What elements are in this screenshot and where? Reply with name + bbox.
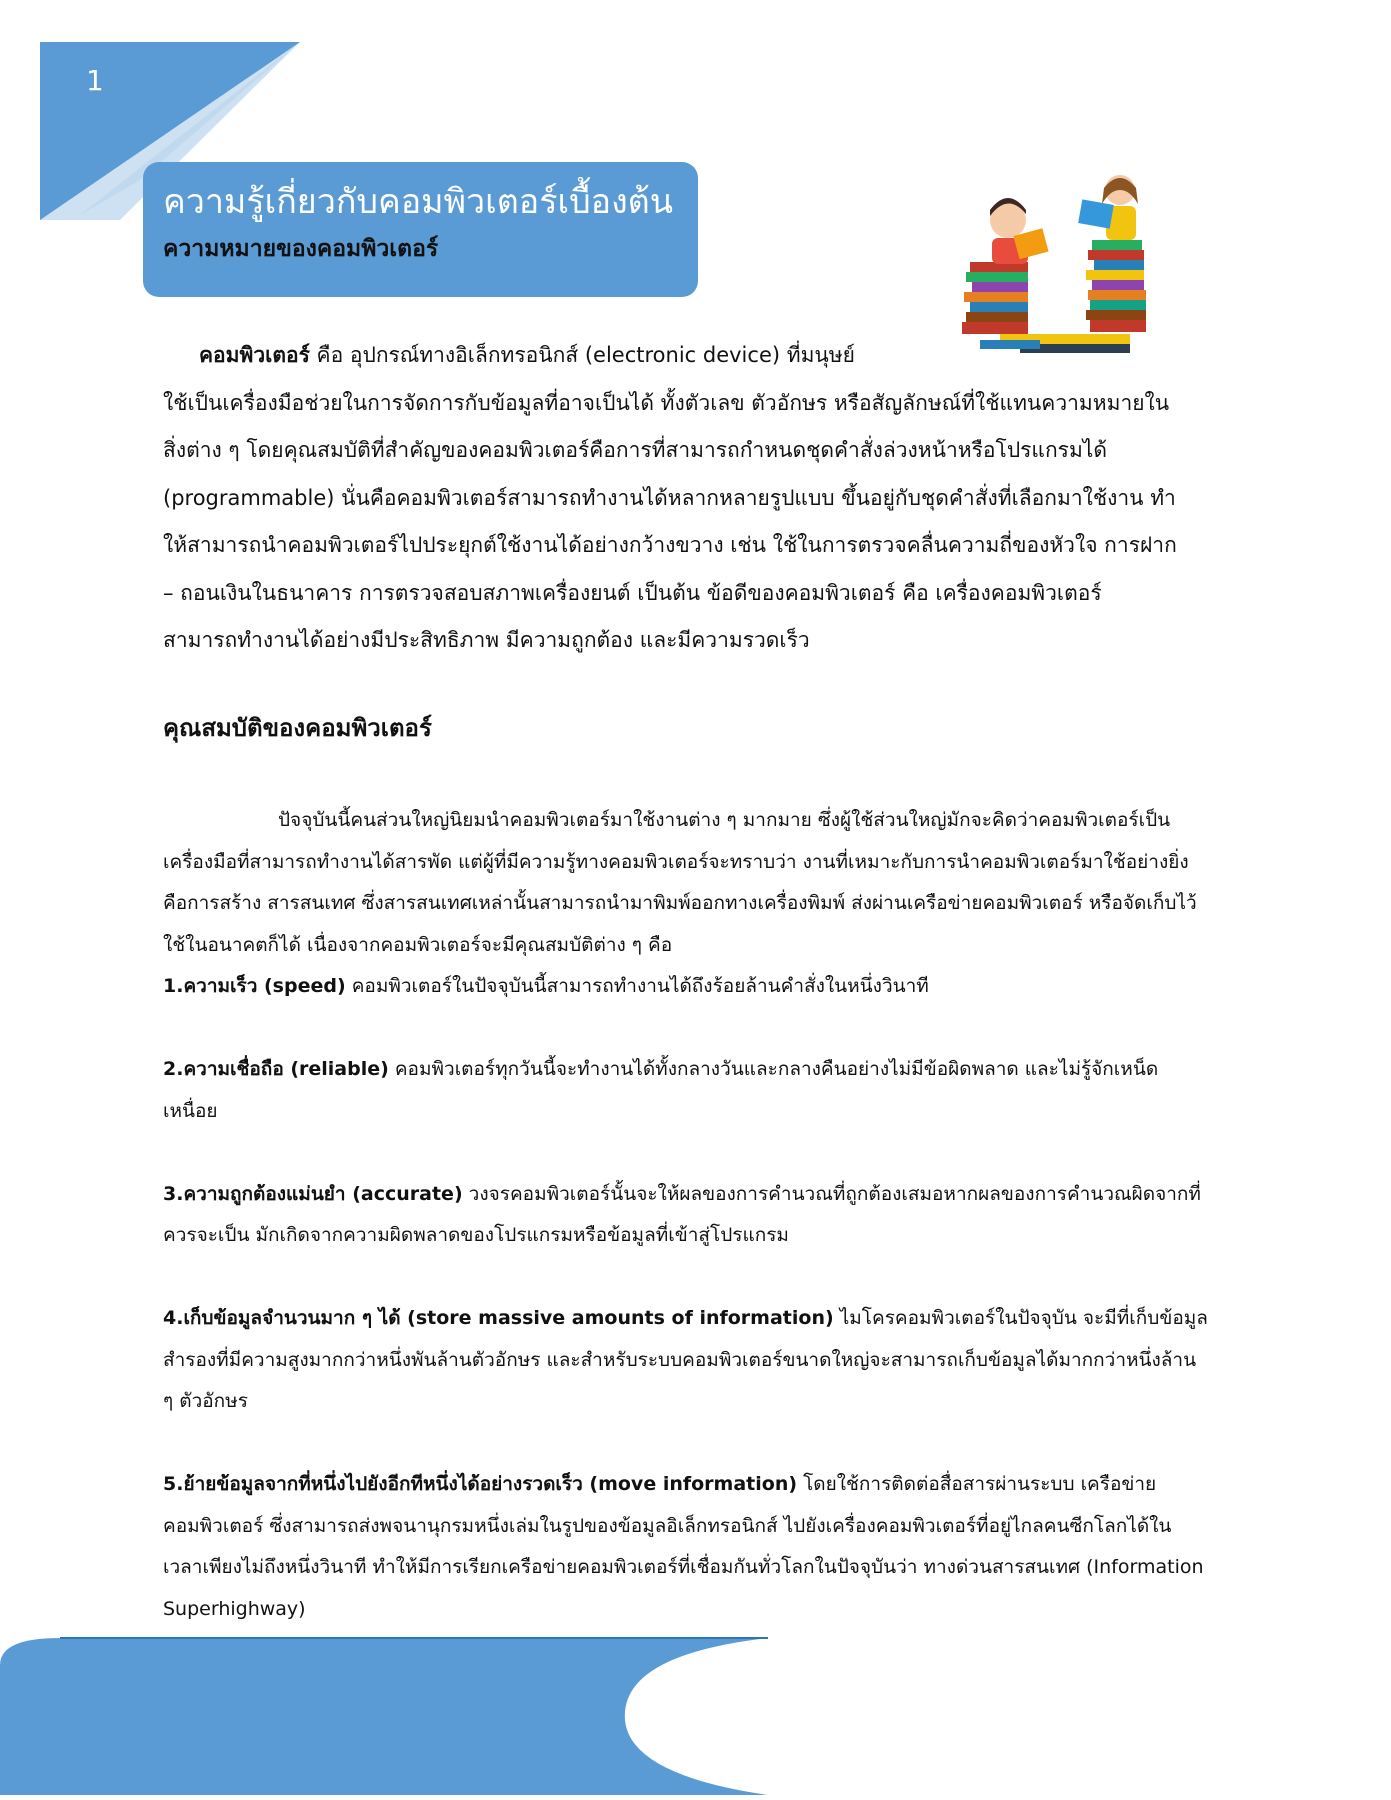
section-heading-properties: คุณสมบัติของคอมพิวเตอร์ [163,714,432,742]
property-item: 2.ความเชื่อถือ (reliable) คอมพิวเตอร์ทุกวันนี้จะทำงานได้ทั้งกลางวันและกลางคืนอย่างไม่มีข้อผิดพลาด และไม่รู้จักเหน็ด เหนื่อย [163,1058,1159,1122]
property-title: 3.ความถูกต้องแม่นยำ (accurate) [163,1182,463,1205]
children-reading-on-books-icon [960,170,1160,355]
intro-line: คือการสร้าง สารสนเทศ ซึ่งสารสนเทศเหล่านั้นสามารถนำมาพิมพ์ออกทางเครื่องพิมพ์ ส่งผ่านเครือข่ายคอมพิวเตอร์ หรือจัดเก็บไว้ [163,892,1197,914]
definition-term: คอมพิวเตอร์ [199,343,310,367]
definition-line: สิ่งต่าง ๆ โดยคุณสมบัติที่สำคัญของคอมพิวเตอร์คือการที่สามารถกำหนดชุดคำสั่งล่วงหน้าหรือโปรแกรมได้ [163,438,1107,462]
definition-line: ให้สามารถนำคอมพิวเตอร์ไปประยุกต์ใช้งานได้อย่างกว้างขวาง เช่น ใช้ในการตรวจคลื่นความถี่ของหัวใจ การฝาก [163,533,1177,557]
property-item: 3.ความถูกต้องแม่นยำ (accurate) วงจรคอมพิวเตอร์นั้นจะให้ผลของการคำนวณที่ถูกต้องเสมอหากผลของการคำนวณผิดจากที่ ควรจะเป็น มักเกิดจากความผิดพลาดของโปรแกรมหรือข้อมูลที่เข้าสู่โปรแกรม [163,1182,1201,1246]
property-title: 5.ย้ายข้อมูลจากที่หนึ่งไปยังอีกทีหนึ่งได้อย่างรวดเร็ว (move information) [163,1473,798,1495]
property-item: 1.ความเร็ว (speed) คอมพิวเตอร์ในปัจจุบันนี้สามารถทำงานได้ถึงร้อยล้านคำสั่งในหนึ่งวินาที [163,975,929,997]
intro-line: เครื่องมือที่สามารถทำงานได้สารพัด แต่ผู้ที่มีความรู้ทางคอมพิวเตอร์จะทราบว่า งานที่เหมาะกับการนำคอมพิวเตอร์มาใช้อย่างยิ่ง [163,850,1189,873]
bottom-wave-decoration [0,1625,780,1800]
property-title: 1.ความเร็ว (speed) [163,975,346,997]
intro-line: ปัจจุบันนี้คนส่วนใหญ่นิยมนำคอมพิวเตอร์มาใช้งานต่าง ๆ มากมาย ซึ่งผู้ใช้ส่วนใหญ่มักจะคิดว่าคอมพิวเตอร์เป็น [278,809,1171,831]
property-title: 2.ความเชื่อถือ (reliable) [163,1058,389,1080]
intro-line: ใช้ในอนาคตก็ได้ เนื่องจากคอมพิวเตอร์จะมีคุณสมบัติต่าง ๆ คือ [163,933,673,956]
title-banner [143,162,698,297]
definition-first-line: คอมพิวเตอร์ คือ อุปกรณ์ทางอิเล็กทรอนิกส์ (electronic device) ที่มนุษย์ [199,343,855,367]
page-title: ความรู้เกี่ยวกับคอมพิวเตอร์เบื้องต้น [163,182,673,222]
page-subtitle: ความหมายของคอมพิวเตอร์ [163,236,439,262]
property-item: 5.ย้ายข้อมูลจากที่หนึ่งไปยังอีกทีหนึ่งได้อย่างรวดเร็ว (move information) โดยใช้การติดต่อสื่อสารผ่านระบบ เครือข่าย คอมพิวเตอร์ ซึ่งสามารถส่งพจนานุกรมหนึ่งเล่มในรูปของข้อมูลอิเล็กทรอนิกส์ ไปยังเครื่องคอมพิวเตอร์ที่อยู่ไกลคนซีกโลกได้ใน เวลาเพียงไม่ถึงหนึ่งวินาที ทำให้มีการเรียกเครือข่ายคอมพิวเตอร์ที่เชื่อมกันทั่วโลกในปัจจุบันว่า ทางด่วนสารสนเทศ (Information Superhighway) [163,1473,1204,1620]
definition-paragraph [163,332,1228,665]
property-item: 4.เก็บข้อมูลจำนวนมาก ๆ ได้ (store massive amounts of information) ไมโครคอมพิวเตอร์ในปัจจุบัน จะมีที่เก็บข้อมูล สำรองที่มีความสูงมากกว่าหนึ่งพันล้านตัวอักษร และสำหรับระบบคอมพิวเตอร์ขนาดใหญ่จะสามารถเก็บข้อมูลได้มากกว่าหนึ่งล้าน ๆ ตัวอักษร [163,1307,1208,1412]
definition-line: – ถอนเงินในธนาคาร การตรวจสอบสภาพเครื่องยนต์ เป็นต้น ข้อดีของคอมพิวเตอร์ คือ เครื่องคอมพิวเตอร์ [163,580,1102,605]
property-title: 4.เก็บข้อมูลจำนวนมาก ๆ ได้ (store massive amounts of information) [163,1307,834,1329]
page-number: 1 [86,64,104,97]
properties-body [163,800,1233,1630]
definition-line: (programmable) นั่นคือคอมพิวเตอร์สามารถทำงานได้หลากหลายรูปแบบ ขึ้นอยู่กับชุดคำสั่งที่เลือกมาใช้งาน ทำ [163,485,1176,510]
definition-line: ใช้เป็นเครื่องมือช่วยในการจัดการกับข้อมูลที่อาจเป็นได้ ทั้งตัวเลข ตัวอักษร หรือสัญลักษณ์ที่ใช้แทนความหมายใน [163,390,1170,415]
definition-line: สามารถทำงานได้อย่างมีประสิทธิภาพ มีความถูกต้อง และมีความรวดเร็ว [163,628,810,652]
